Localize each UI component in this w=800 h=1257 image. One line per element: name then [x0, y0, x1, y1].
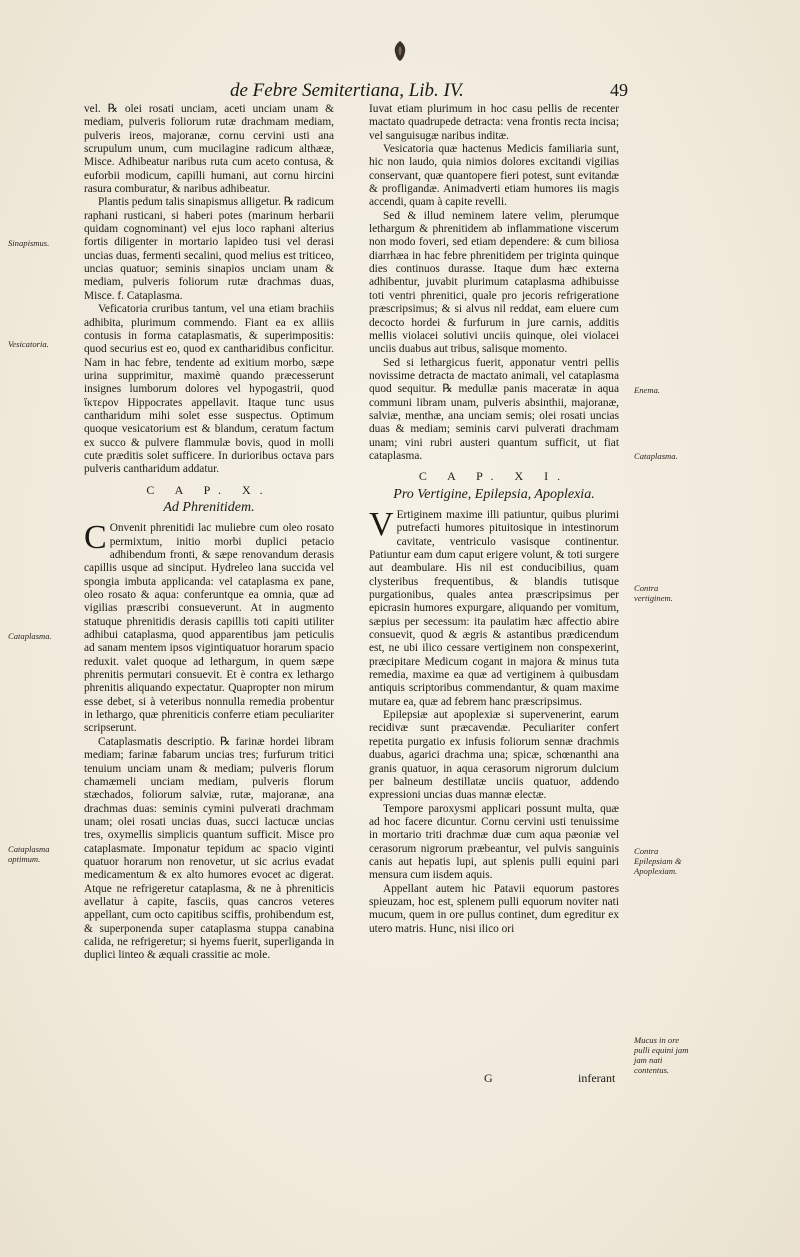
paragraph: Vesicatoria quæ hactenus Medicis familiaria sunt, hic non laudo, quia nimios dolores excitandi vigilias conservant, quæ quantopere fieri potest, sunt evitandæ & profligandæ. Animadverti etiam humores iis magis accendi, quam à capite revelli. [369, 143, 619, 209]
chapter-heading: C A P. X. [146, 482, 272, 497]
paragraph [369, 505, 619, 709]
margin-note-enema: Enema. [634, 385, 661, 395]
catchword: inferant [578, 1071, 616, 1085]
signature-mark: G [484, 1071, 493, 1085]
margin-note-contra-epilepsiam: Contra Epilepsiam & Apoplexiam. [634, 846, 682, 876]
chapter-heading: C A P. X I. [418, 469, 570, 484]
paragraph: Sed si lethargicus fuerit, apponatur ventri pellis novissime detracta de mactato animali, vel cataplasma quod sequitur. ℞ medullæ panis maceratæ in aqua communi libram unam, pulveris absinthii, majoranæ, salviæ, menthæ, ana unciam semis; olei rosati uncias duas & mediam; seminis carvi pulverati drachmam unam; vini rubri austeri quantum sufficit, ut fiat cataplasma. [369, 356, 619, 462]
paragraph: Plantis pedum talis sinapismus alligetur. ℞ radicum raphani rusticani, si haberi potes (marinum herbarii quidam cognominant) vel ejus loco raphani alterius fortis diligenter in mortario lapideo tusi vel derasi uncias duas, fermenti secalini, quod melius est triticeo, uncias quatuor; seminis sinapios unciam unam & mediam, pulveris foliorum rutæ drachmas duas, Misce. f. Cataplasma. [84, 196, 334, 302]
paragraph: Appellant autem hic Patavii equorum pastores spieuzam, hoc est, splenem pulli equorum noviter nati mucum, quem in ore pullus continet, dum egreditur ex utero matris. Hunc, nisi ilico ori [369, 882, 619, 935]
margin-note-cataplasma: Cataplasma. [8, 631, 52, 641]
paragraph: Cataplasmatis descriptio. ℞ farinæ hordei libram mediam; farinæ fabarum uncias tres; furfurum tritici tenuium unciam unam & mediam; pulveris florum chamæmeli unciam mediam, pulveris florum stæchados, foliorum salviæ, rutæ, majoranæ, ana drachmas duas: seminis cymini pulverati drachmam unam; olei rosati uncias duas, succi lactucæ uncias tres, oxymellis simplicis quantum sufficit. Misce pro cataplasmate. Imponatur tepidum ac spacio viginti quatuor horarum non renovetur, ut sic acrius evadat medicamentum & ex alto humores evocet ac digerat. Atque ne refrigeretur cataplasma, & ne à phreniticis avellatur à capite, fasciis, quas cancros veteres appellant, cum octo capitibus sciffis, prohibendum est, & superponenda super cataplasma stuppa canabina calida, ne refrigeretur; si hyems fuerit, superliganda in duplici linteo & æquali crassitie ac mole. [84, 735, 334, 962]
drop-initial: C [84, 519, 107, 557]
margin-note-cataplasma-right: Cataplasma. [634, 451, 678, 461]
paragraph: Veficatoria cruribus tantum, vel una etiam brachiis adhibita, plurimum commendo. Fiant ea ex alliis contusis in forma cataplasmatis, & superimpositis: quod securius est eo, quod ex cantharidibus conficitur. Nam in hac febre, tendente ad exitium morbo, sæpe urina supprimitur, maximè quando præcesserunt insignes lumborum dolores vel hypogastrii, quod ἴκτερον Hippocrates appellavit. Itaque tunc usus cantharidum mihi solet esse suspectus. Optimum quoque vesicatorium est & blandum, ceratum factum ex succo & pulvere flammulæ bovis, quod in molli cute præditis solet sufficere. In durioribus octava pars pulveris cantharidum addatur. [84, 303, 334, 476]
margin-note-vesicatoria: Vesicatoria. [8, 339, 49, 349]
drop-initial: V [369, 505, 394, 543]
left-column [84, 103, 334, 963]
chapter-subtitle: Pro Vertigine, Epilepsia, Apoplexia. [393, 486, 595, 502]
chapter-subtitle: Ad Phrenitidem. [163, 499, 255, 515]
paragraph: Epilepsiæ aut apoplexiæ si supervenerint, earum recidivæ sunt præcavendæ. Peculiariter confert repetita purgatio ex infusis foliorum sennæ drachmis duabus, agarici drachma una; spicæ, schœnanthi ana granis quatuor, in aqua cerasorum nigrorum dulcium per balneum destillatæ unciis quatuor, addendo expressioni uncias duas mannæ electæ. [369, 709, 619, 802]
right-column [369, 103, 619, 936]
paragraph: vel. ℞ olei rosati unciam, aceti unciam unam & mediam, pulveris foliorum rutæ drachmam mediam, pulveris ireos, majoranæ, cornu cervini usti ana scrupulum unum, cum mucilagine radicum althææ, Misce. Adhibeatur naribus ruta cum aceto contusa, & euforbii modicum, capilli humani, aut cornu hircini rasura comburatur, & naribus adhibeatur. [84, 103, 334, 196]
paragraph: Iuvat etiam plurimum in hoc casu pellis de recenter mactato quadrupede detracta: vena frontis recta incisa; vel sanguisugæ naribus inditæ. [369, 103, 619, 142]
running-title: de Febre Semitertiana, Lib. IV. [230, 80, 464, 101]
margin-note-contra-vertiginem: Contra vertiginem. [634, 583, 673, 603]
paragraph-text: Ertiginem maxime illi patiuntur, quibus plurimi putrefacti humores pituitosique in intestinorum cavitate, ventriculo vasisque continentur. Patiuntur eam dum caput erigere volunt, & toti surgere aut deambulare. His nil est conducibilius, quam clysteribus frequentibus, & blandis tutisque purgationibus, quales antea præscripsimus per epicrasin humores expurgare, aliquando per vomitum, sæpius per secessum: ita paulatim hæc affectio abire consuevit, quod & ægris & astantibus prædicendum est, ne ubi ilico cessare vertiginem non conspexerint, præcipitare Medicum cogant in majora & minus tuta remedia, maxime ea quæ ad vertiginem à quibusdam antiquis scriptoribus commendantur, & quam maxime mutare ea, quæ ad febrem hanc præscripsimus. [369, 508, 619, 708]
page-number: 49 [610, 80, 628, 100]
paragraph-text: Onvenit phrenitidi lac muliebre cum oleo rosato permixtum, initio morbi duplici petacio adhibendum fronti, & sæpe renovandum derasis capillis usque ad sinciput. Hydreleo lana succida vel spongia imbuta applicanda: vel cataplasma ex pane, oleo rosato & aqua: conferuntque ea omnia, quæ ad vigilias præscribi consueverunt. At in augmento statuque phrenitidis derasis capillis toti capiti utiliter adhibui cataplasma, quod apparentibus jam peticulis ad sanam mentem ipsos vigintiquatuor horarum spacio reduxit. valet quoque ad lethargum, in quem sæpe phrenitis permutari consuevit. Et è contra ex lethargo phrenitis aliquando expectatur. Quapropter non mirum esse debet, si à veteribus nonnulla remedia probentur in lethargo, quæ phreniticis conferre etiam peculiariter scripserunt. [84, 522, 334, 735]
paragraph: Tempore paroxysmi applicari possunt multa, quæ ad hoc facere dicuntur. Cornu cervini usti tenuissime in mortario triti drachmæ duæ cum aqua pæoniæ vel cerasorum nigrorum præbeantur, vel pulvis sanguinis canis aut hepatis lupi, aut splenis pulli equini pari mensura cum iisdem aquis. [369, 802, 619, 882]
paragraph [84, 519, 334, 736]
head-ornament [391, 40, 409, 62]
paragraph: Sed & illud neminem latere velim, plerumque lethargum & phrenitidem ab inflammatione viscerum non modo foveri, sed etiam dependere: & cum biliosa diarrhæa in hac febre phrenitidem per triginta quinque dies continuos durasse. Itaque dum hæc externa adhibentur, juvabit plurimum cataplasma adhibuisse toti ventri phrenitici, quale pro jecoris refrigeratione præscripsimus; & si alvus nil reddat, eam eluere cum decocto hordei & furfurum in jure carnis, additis mellis violacei solutivi unciis quinque, olei violacei unciis duabus aut tribus, salisque momento. [369, 209, 619, 356]
margin-note-sinapismus: Sinapismus. [8, 238, 50, 248]
margin-note-mucus: Mucus in ore pulli equini jam jam nati contentus. [634, 1035, 689, 1075]
margin-note-cataplasma-optimum: Cataplasma optimum. [8, 844, 50, 864]
